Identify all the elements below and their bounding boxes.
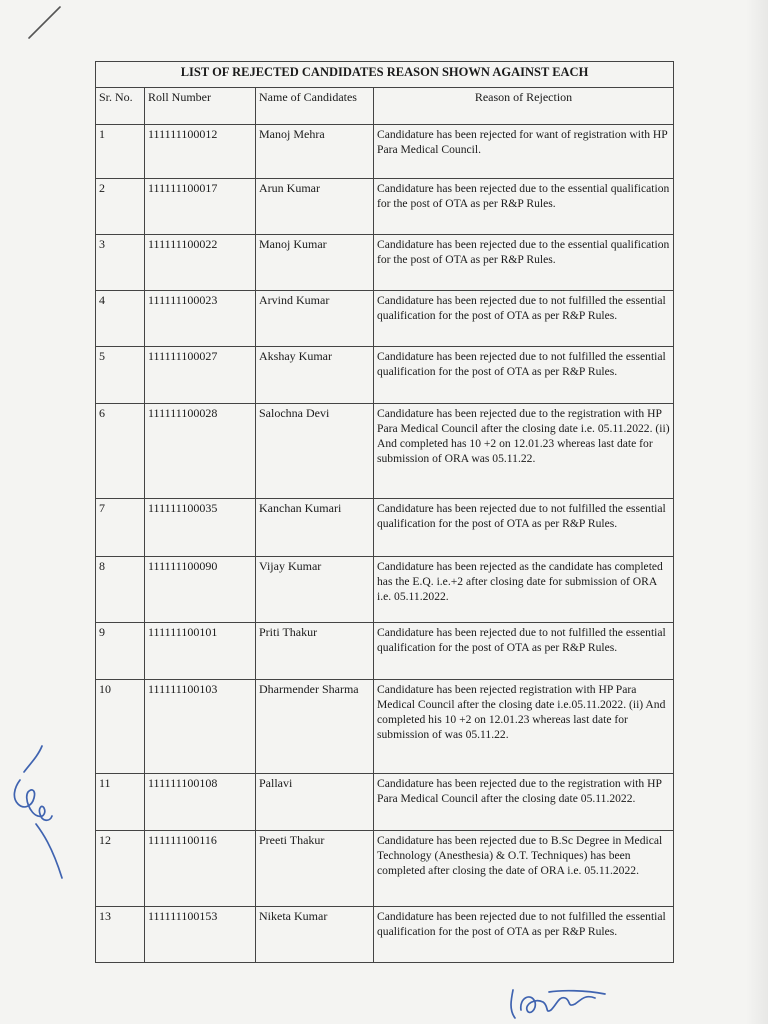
roll-number-cell: 111111100090	[145, 557, 256, 623]
column-header-name: Name of Candidates	[256, 88, 374, 125]
roll-number-cell: 111111100101	[145, 623, 256, 680]
sr-no-cell: 6	[96, 404, 145, 499]
candidate-name-cell: Salochna Devi	[256, 404, 374, 499]
sr-no-cell: 8	[96, 557, 145, 623]
rejection-reason-cell: Candidature has been rejected due to the essential qualification for the post of OTA as per R&P Rules.	[374, 235, 674, 291]
candidate-name-cell: Arvind Kumar	[256, 291, 374, 347]
table-row	[96, 907, 674, 963]
pen-stroke-mark	[26, 2, 66, 42]
sr-no-cell: 4	[96, 291, 145, 347]
roll-number-cell: 111111100017	[145, 179, 256, 235]
table-row	[96, 623, 674, 680]
signature-bottom	[505, 982, 615, 1024]
candidate-name-cell: Manoj Mehra	[256, 125, 374, 179]
table-row	[96, 831, 674, 907]
rejection-reason-cell: Candidature has been rejected due to the essential qualification for the post of OTA as per R&P Rules.	[374, 179, 674, 235]
table-row	[96, 125, 674, 179]
rejected-candidates-table	[95, 61, 674, 963]
sr-no-cell: 3	[96, 235, 145, 291]
rejection-reason-cell: Candidature has been rejected due to the registration with HP Para Medical Council after the closing date i.e. 05.11.2022. (ii) And completed has 10 +2 on 12.01.23 whereas last date for submission of ORA was 05.11.22.	[374, 404, 674, 499]
candidate-name-cell: Dharmender Sharma	[256, 680, 374, 774]
table-row	[96, 179, 674, 235]
sr-no-cell: 7	[96, 499, 145, 557]
sr-no-cell: 11	[96, 774, 145, 831]
document-title: LIST OF REJECTED CANDIDATES REASON SHOWN AGAINST EACH	[96, 62, 674, 88]
candidate-name-cell: Akshay Kumar	[256, 347, 374, 404]
table-row	[96, 404, 674, 499]
candidate-name-cell: Arun Kumar	[256, 179, 374, 235]
page-shadow	[746, 0, 768, 1024]
roll-number-cell: 111111100103	[145, 680, 256, 774]
candidate-name-cell: Kanchan Kumari	[256, 499, 374, 557]
sr-no-cell: 12	[96, 831, 145, 907]
roll-number-cell: 111111100023	[145, 291, 256, 347]
rejection-reason-cell: Candidature has been rejected due to not fulfilled the essential qualification for the post of OTA as per R&P Rules.	[374, 623, 674, 680]
table-row	[96, 291, 674, 347]
candidate-name-cell: Pallavi	[256, 774, 374, 831]
sr-no-cell: 9	[96, 623, 145, 680]
column-header-roll-number: Roll Number	[145, 88, 256, 125]
column-header-sr-no: Sr. No.	[96, 88, 145, 125]
candidate-name-cell: Preeti Thakur	[256, 831, 374, 907]
roll-number-cell: 111111100108	[145, 774, 256, 831]
roll-number-cell: 111111100116	[145, 831, 256, 907]
table-row	[96, 680, 674, 774]
roll-number-cell: 111111100022	[145, 235, 256, 291]
rejection-reason-cell: Candidature has been rejected for want of registration with HP Para Medical Council.	[374, 125, 674, 179]
candidate-name-cell: Vijay Kumar	[256, 557, 374, 623]
rejection-reason-cell: Candidature has been rejected registration with HP Para Medical Council after the closing date i.e.05.11.2022. (ii) And completed his 10 +2 on 12.01.23 whereas last date for submission of was 05.11.22.	[374, 680, 674, 774]
signature-left-margin	[8, 742, 68, 882]
rejection-reason-cell: Candidature has been rejected due to not fulfilled the essential qualification for the post of OTA as per R&P Rules.	[374, 291, 674, 347]
rejection-reason-cell: Candidature has been rejected due to not fulfilled the essential qualification for the post of OTA as per R&P Rules.	[374, 347, 674, 404]
sr-no-cell: 10	[96, 680, 145, 774]
rejection-reason-cell: Candidature has been rejected due to not fulfilled the essential qualification for the post of OTA as per R&P Rules.	[374, 907, 674, 963]
candidate-name-cell: Manoj Kumar	[256, 235, 374, 291]
column-header-reason: Reason of Rejection	[374, 88, 674, 125]
sr-no-cell: 1	[96, 125, 145, 179]
roll-number-cell: 111111100153	[145, 907, 256, 963]
roll-number-cell: 111111100012	[145, 125, 256, 179]
sr-no-cell: 13	[96, 907, 145, 963]
roll-number-cell: 111111100035	[145, 499, 256, 557]
rejection-reason-cell: Candidature has been rejected due to B.Sc Degree in Medical Technology (Anesthesia) & O.T. Techniques) has been completed after closing the date of ORA i.e. 05.11.2022.	[374, 831, 674, 907]
candidate-name-cell: Priti Thakur	[256, 623, 374, 680]
roll-number-cell: 111111100028	[145, 404, 256, 499]
rejection-reason-cell: Candidature has been rejected due to the registration with HP Para Medical Council after the closing date 05.11.2022.	[374, 774, 674, 831]
rejection-reason-cell: Candidature has been rejected as the candidate has completed has the E.Q. i.e.+2 after closing date for submission of ORA i.e. 05.11.2022.	[374, 557, 674, 623]
table-row	[96, 557, 674, 623]
candidate-name-cell: Niketa Kumar	[256, 907, 374, 963]
table-header-row	[96, 88, 674, 125]
sr-no-cell: 5	[96, 347, 145, 404]
roll-number-cell: 111111100027	[145, 347, 256, 404]
table-row	[96, 235, 674, 291]
table-row	[96, 499, 674, 557]
sr-no-cell: 2	[96, 179, 145, 235]
table-row	[96, 774, 674, 831]
table-row	[96, 347, 674, 404]
rejection-reason-cell: Candidature has been rejected due to not fulfilled the essential qualification for the post of OTA as per R&P Rules.	[374, 499, 674, 557]
